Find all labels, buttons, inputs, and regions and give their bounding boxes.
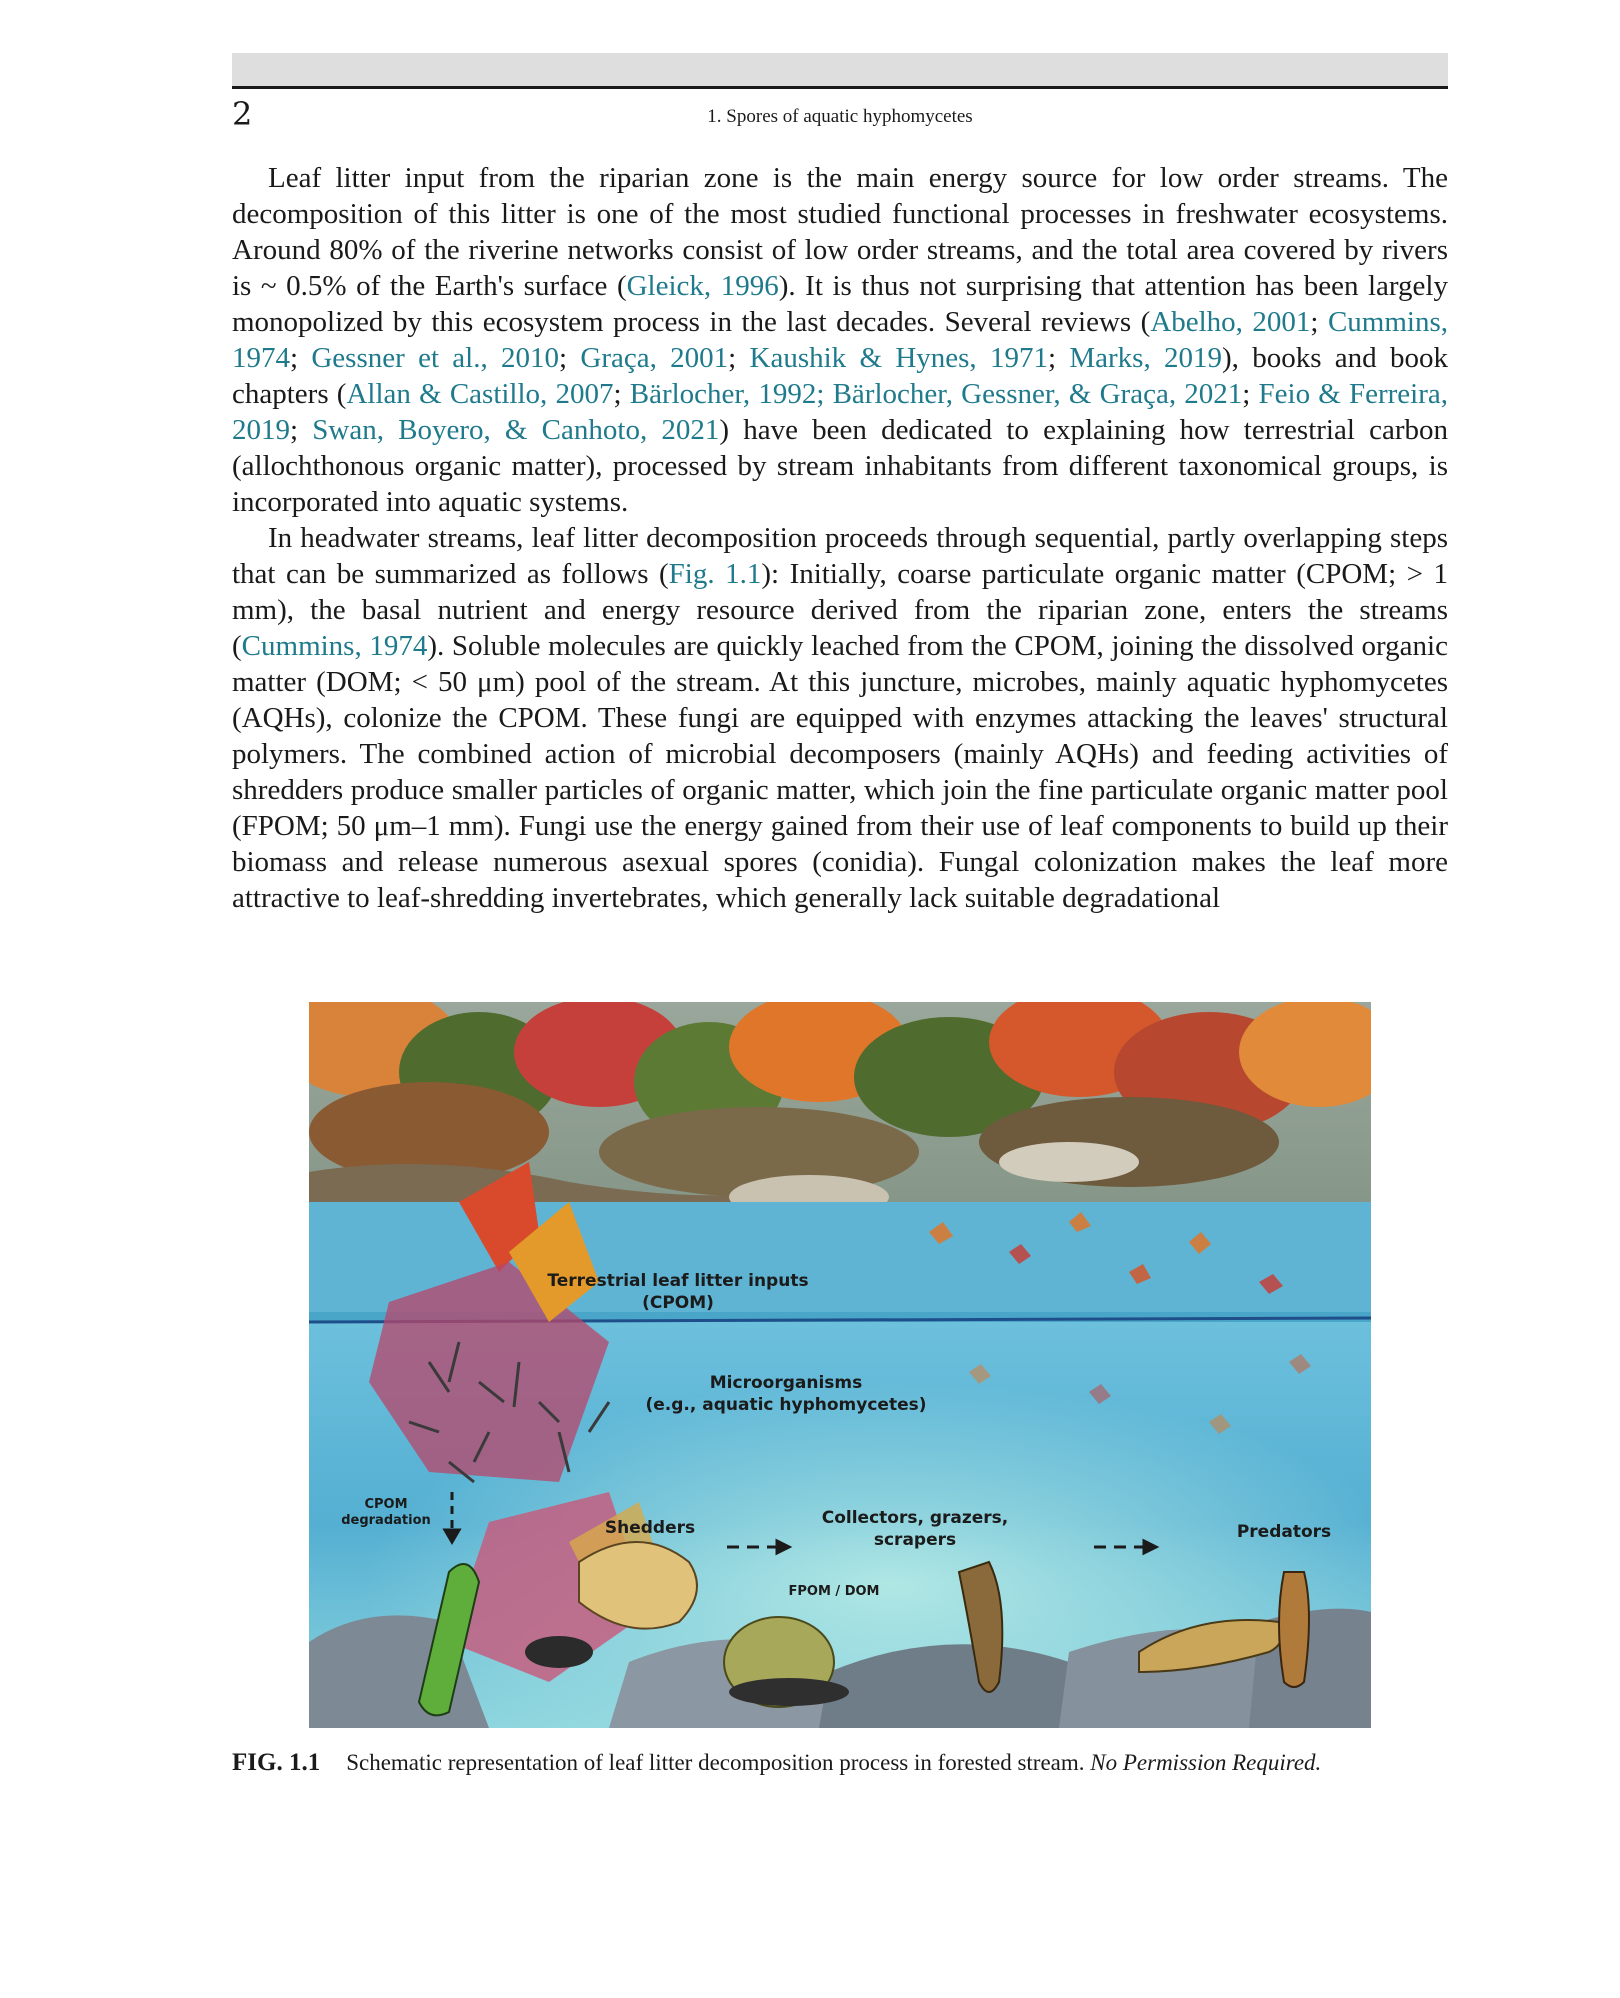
- citation-link[interactable]: Graça, 2001: [580, 342, 729, 374]
- header-bar: [232, 53, 1448, 86]
- citation-link[interactable]: Swan, Boyero, & Canhoto, 2021: [312, 414, 720, 446]
- figure-caption: [232, 1748, 1448, 1778]
- paragraph-text: ). Soluble molecules are quickly leached from the CPOM, joining the dissolved organic matter (DOM; < 50 μm) pool of the stream. At this juncture, microbes, mainly aquatic hyphomycetes (AQHs), colonize the CPOM. These fungi are equipped with enzymes attacking the leaves' structural polymers. The combined action of microbial decomposers (mainly AQHs) and feeding activities of shredders produce smaller particles of organic matter, which join the fine particulate organic matter pool (FPOM; 50 μm–1 mm). Fungi use the energy gained from their use of leaf components to build up their biomass and release numerous asexual spores (conidia). Fungal colonization makes the leaf more attractive to leaf-shredding invertebrates, which generally lack suitable degradational: [232, 630, 1448, 914]
- label-terrestrial-2: (CPOM): [642, 1293, 714, 1313]
- paragraph-text: ;: [613, 378, 630, 410]
- label-collectors-1: Collectors, grazers,: [821, 1508, 1009, 1528]
- paragraph-text: ), books and book chapters (: [232, 342, 1448, 410]
- paragraph-text: ;: [290, 342, 312, 374]
- paragraph-text: In headwater streams, leaf litter decomposition proceeds through sequential, partly overlapping steps that can be summarized as follows (: [232, 522, 1448, 590]
- paragraph-text: ). It is thus not surprising that attention has been largely monopolized by this ecosystem process in the last decades. Several reviews (: [232, 270, 1448, 338]
- label-micro-2: (e.g., aquatic hyphomycetes): [645, 1395, 927, 1415]
- running-head: 1. Spores of aquatic hyphomycetes: [707, 106, 973, 127]
- label-cpom-1: CPOM: [364, 1497, 408, 1512]
- page-number: 2: [232, 95, 253, 133]
- citation-link[interactable]: Cummins, 1974: [241, 630, 428, 662]
- label-fpom-dom: FPOM / DOM: [788, 1584, 880, 1599]
- citation-link[interactable]: Abelho, 2001: [1150, 306, 1311, 338]
- paragraph-text: ;: [559, 342, 581, 374]
- caption-label: FIG. 1.1: [232, 1749, 321, 1776]
- label-predators: Predators: [1236, 1522, 1332, 1542]
- paragraph-text: ;: [290, 414, 313, 446]
- beetle-icon: [525, 1636, 593, 1668]
- paragraph-2: [232, 520, 1448, 916]
- label-terrestrial-1: Terrestrial leaf litter inputs: [547, 1271, 809, 1291]
- body-text: [232, 160, 1448, 916]
- predator-larva-icon: [1279, 1572, 1309, 1687]
- paragraph-text: ;: [728, 342, 750, 374]
- citation-link[interactable]: Bärlocher, 1992; Bärlocher, Gessner, & Graça, 2021: [629, 378, 1243, 410]
- caption-note: No Permission Required.: [1090, 1750, 1322, 1775]
- citation-link[interactable]: Allan & Castillo, 2007: [346, 378, 614, 410]
- citation-link[interactable]: Fig. 1.1: [668, 558, 762, 590]
- citation-link[interactable]: Gessner et al., 2010: [311, 342, 560, 374]
- label-collectors-2: scrapers: [873, 1530, 957, 1550]
- citation-link[interactable]: Cummins, 1974: [232, 306, 1448, 374]
- paragraph-text: ;: [1047, 342, 1070, 374]
- paragraph-text: Leaf litter input from the riparian zone is the main energy source for low order streams. The decomposition of this litter is one of the most studied functional processes in freshwater ecosystems. Around 80% of the riverine networks consist of low order streams, and the total area covered by rivers is ~ 0.5% of the Earth's surface (: [232, 162, 1448, 302]
- paragraph-text: ): Initially, coarse particulate organic matter (CPOM; > 1 mm), the basal nutrient and energy resource derived from the riparian zone, enters the streams (: [232, 558, 1448, 662]
- label-micro-1: Microorganisms: [709, 1373, 863, 1393]
- figure-illustration: [309, 1002, 1371, 1728]
- paragraph-text: ;: [1242, 378, 1259, 410]
- citation-link[interactable]: Marks, 2019: [1069, 342, 1222, 374]
- label-cpom-2: degradation: [341, 1513, 431, 1528]
- citation-link[interactable]: Feio & Ferreira, 2019: [232, 378, 1449, 446]
- label-shedders: Shedders: [604, 1518, 696, 1538]
- citation-link[interactable]: Kaushik & Hynes, 1971: [749, 342, 1048, 374]
- header-rule: [232, 86, 1448, 89]
- caption-text: Schematic representation of leaf litter decomposition process in forested stream.: [346, 1750, 1091, 1775]
- paragraph-1: [232, 160, 1448, 520]
- citation-link[interactable]: Gleick, 1996: [626, 270, 779, 302]
- paragraph-text: ;: [1310, 306, 1328, 338]
- paragraph-text: ) have been dedicated to explaining how terrestrial carbon (allochthonous organic matter), processed by stream inhabitants from different taxonomical groups, is incorporated into aquatic systems.: [232, 414, 1448, 518]
